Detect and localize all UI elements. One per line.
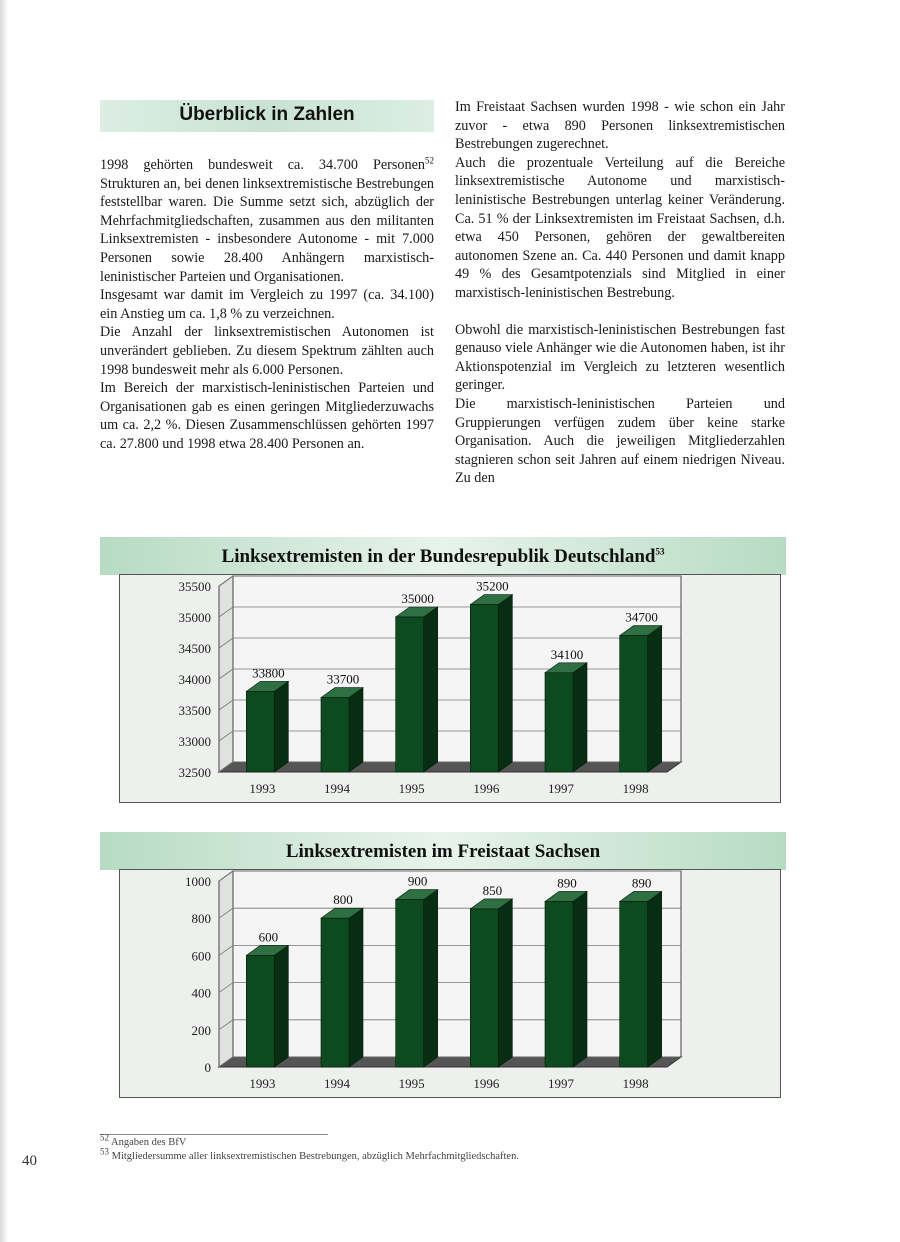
chart1-bar-side xyxy=(349,688,363,772)
chart1-x-tick-label: 1994 xyxy=(324,781,350,796)
chart2-bar-chart xyxy=(119,869,781,1098)
chart1-y-tick-label: 33500 xyxy=(178,703,211,718)
chart1-bar-chart xyxy=(119,574,781,803)
footnote-52: $^{52}$ Angaben des BfV xyxy=(100,1132,187,1148)
chart2-data-label: 800 xyxy=(333,892,353,908)
left-paragraph: Im Bereich der marxistisch-leninistischen Parteien und Organisationen gab es einen geringen Mitgliederzuwachs um ca. 2,2 %. Diesen Zusammenschlüssen gehörten 1997 ca. 27.800 und 1998 etwa 28.400 Personen an. xyxy=(100,380,434,452)
chart1-data-label: 34700 xyxy=(625,609,658,625)
chart1-y-tick-label: 35000 xyxy=(178,610,211,625)
chart2-bar-side xyxy=(648,891,662,1067)
page-number: 40 xyxy=(22,1153,37,1169)
chart1-y-tick-label: 35500 xyxy=(178,579,211,594)
chart2-side-wall xyxy=(219,871,233,1067)
chart1-bar xyxy=(321,698,349,772)
chart2-bar xyxy=(545,901,573,1067)
chart2-bar xyxy=(620,901,648,1067)
chart2-x-tick-label: 1996 xyxy=(473,1076,500,1091)
chart1-data-label: 35000 xyxy=(401,591,434,606)
chart1-floor xyxy=(219,762,681,772)
footnotes xyxy=(100,1132,800,1164)
chart2-data-label: 890 xyxy=(631,875,652,891)
right-paragraph: Im Freistaat Sachsen wurden 1998 - wie schon ein Jahr zuvor - etwa 890 Personen linksextremistischen Bestrebungen zugerechnet. xyxy=(455,99,785,153)
chart2-x-tick-label: 1998 xyxy=(622,1076,649,1091)
left-paragraph: Die Anzahl der linksextremistischen Autonomen ist unverändert geblieben. Zu diesem Spektrum zählten auch 1998 bundesweit mehr als 6.000 Personen. xyxy=(100,324,434,378)
chart2-bar xyxy=(246,955,274,1067)
chart1-x-tick-label: 1998 xyxy=(622,781,649,796)
chart2-bar-side xyxy=(573,891,587,1067)
right-paragraph: Obwohl die marxistisch-leninistischen Bestrebungen fast genauso viele Anhänger wie die Autonomen haben, ist ihr Aktionspotenzial im Vergleich zu letzteren wesentlich geringer. xyxy=(455,321,785,394)
chart1-x-tick-label: 1995 xyxy=(398,781,425,796)
chart2-x-tick-label: 1997 xyxy=(548,1076,574,1091)
right-paragraph: Auch die prozentuale Verteilung auf die Bereiche linksextremistische Autonome und marxistisch-leninistische Bestrebungen unterlag keiner Veränderung. Ca. 51 % der Linksextremisten im Freistaat Sachsen, d.h. etwa 450 Personen, gehören der gewaltbereiten autonomen Szene an. Ca. 440 Personen und damit knapp 49 % des Gesamtpotenzials sind Mitglied in einer marxistisch-leninistischen Bestrebung. xyxy=(455,154,785,301)
chart1-title-text: Linksextremisten in der Bundesrepublik Deutschland xyxy=(221,546,656,567)
page-heading: Überblick in Zahlen xyxy=(179,104,355,125)
left-paragraph: Insgesamt war damit im Vergleich zu 1997 (ca. 34.100) ein Anstieg um ca. 1,8 % zu verzeichnen. xyxy=(100,287,434,322)
chart1-x-tick-label: 1993 xyxy=(249,781,276,796)
chart2-bar xyxy=(396,900,424,1067)
chart2-bar-side xyxy=(498,899,512,1067)
chart2-bar xyxy=(321,918,349,1067)
chart1-y-tick-label: 32500 xyxy=(178,765,211,780)
scan-edge-shadow xyxy=(0,0,8,1242)
chart1-title xyxy=(100,546,786,568)
left-column-text xyxy=(100,156,434,454)
chart2-back-wall xyxy=(233,871,681,1057)
footnote-rule xyxy=(100,1134,328,1135)
right-column-text xyxy=(455,98,785,488)
chart2-x-tick-label: 1993 xyxy=(249,1076,276,1091)
chart2-y-tick-label: 200 xyxy=(191,1022,211,1038)
chart2-data-label: 850 xyxy=(482,882,503,898)
chart1-y-tick-label: 34000 xyxy=(178,672,211,687)
chart1-bar-side xyxy=(274,681,288,772)
chart1-data-label: 35200 xyxy=(476,578,509,594)
chart2-bar-side xyxy=(349,908,363,1067)
chart1-data-label: 33700 xyxy=(326,671,360,687)
chart2-x-tick-label: 1995 xyxy=(398,1076,425,1091)
chart1-bar xyxy=(620,636,648,772)
chart2-floor xyxy=(219,1057,681,1067)
chart2-y-tick-label: 600 xyxy=(191,948,211,964)
chart1-x-tick-label: 1997 xyxy=(548,781,574,796)
chart2-data-label: 890 xyxy=(557,875,577,891)
chart1-y-tick-label: 34500 xyxy=(178,641,211,656)
chart2-y-tick-label: 400 xyxy=(191,985,211,1001)
chart1-bar xyxy=(246,691,274,772)
chart1-bar xyxy=(545,673,573,772)
chart1-y-tick-label: 33000 xyxy=(178,734,211,749)
chart2-title: Linksextremisten im Freistaat Sachsen xyxy=(285,841,601,862)
chart2-data-label: 900 xyxy=(407,873,428,889)
chart2-y-tick-label: 1000 xyxy=(185,874,211,889)
chart1-bar-side xyxy=(424,607,438,772)
chart1-data-label: 33800 xyxy=(252,665,285,681)
right-paragraph: Die marxistisch-leninistischen Parteien und Gruppierungen verfügen zudem über keine starke Organisation. Auch die jeweiligen Mitgliederzahlen stagnieren schon seit Jahren auf einem niedrigen Niveau. Zu den xyxy=(455,395,785,487)
chart1-bar-side xyxy=(498,595,512,772)
chart1-x-tick-label: 1996 xyxy=(473,781,500,796)
left-paragraph: 1998 gehörten bundesweit ca. 34.700 Personen$^{52}$ Strukturen an, bei denen linksextremistische Bestrebungen feststellbar waren. Die Summe setzt sich, abzüglich der Mehrfachmitgliedschaften, zusammen aus den militanten Linksextremisten - insbesondere Autonome - mit 7.000 Personen sowie 28.400 Anhängern marxistisch-leninistischer Parteien und Organisationen. xyxy=(100,155,434,285)
chart1-title-footnote-ref: 53 xyxy=(655,546,665,557)
chart2-data-label: 600 xyxy=(258,929,279,945)
chart1-bar-side xyxy=(648,626,662,772)
chart2-bar-side xyxy=(274,945,288,1067)
chart2-x-tick-label: 1994 xyxy=(324,1076,350,1091)
footnote-ref: 52 xyxy=(425,155,434,166)
chart1-data-label: 34100 xyxy=(550,646,584,662)
chart2-bar-side xyxy=(424,890,438,1067)
chart1-bar xyxy=(396,617,424,772)
chart1-bar xyxy=(470,605,498,772)
chart2-y-tick-label: 0 xyxy=(204,1060,211,1075)
chart2-bar xyxy=(470,909,498,1067)
chart2-y-tick-label: 800 xyxy=(191,911,211,927)
footnote-53: $^{53}$ Mitgliedersumme aller linksextremistischen Bestrebungen, abzüglich Mehrfachmitgliedschaften. xyxy=(100,1146,519,1162)
chart1-bar-side xyxy=(573,663,587,772)
